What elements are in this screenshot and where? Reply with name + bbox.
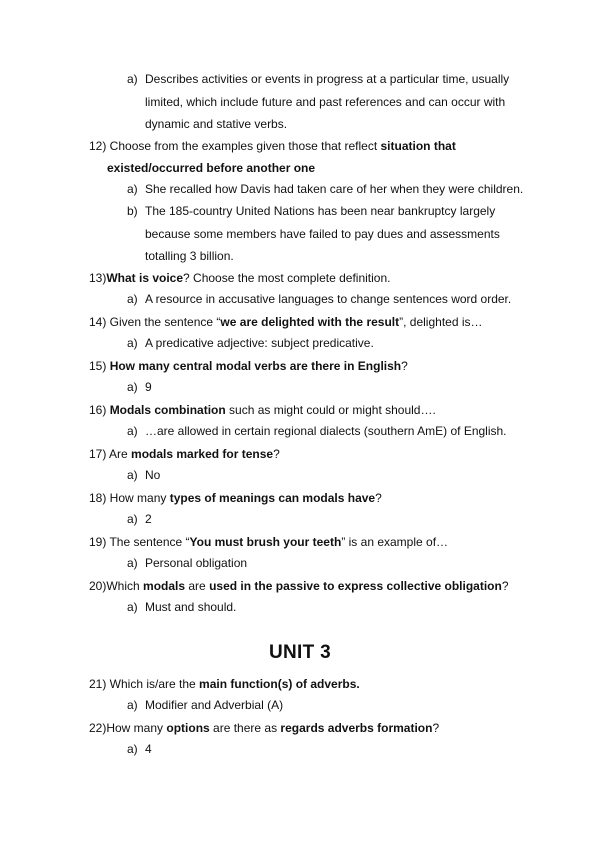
option-text: 2 (145, 512, 152, 526)
question-16: 16) Modals combination such as might could or might should…. (89, 403, 436, 417)
question-17: 17) Are modals marked for tense? (89, 447, 280, 461)
option-text: A resource in accusative languages to change sentences word order. (145, 292, 512, 306)
option-marker: a) (127, 556, 138, 570)
option-text-continued: dynamic and stative verbs. (145, 117, 288, 131)
option-text: Must and should. (145, 600, 237, 614)
option-text-continued: because some members have failed to pay dues and assessments (145, 227, 500, 241)
option-text: Modifier and Adverbial (A) (145, 698, 284, 712)
option-text: A predicative adjective: subject predicative. (145, 336, 374, 350)
option-marker: a) (127, 742, 138, 756)
option-text: No (145, 468, 161, 482)
option-text: Describes activities or events in progress at a particular time, usually (145, 72, 510, 86)
option-marker: a) (127, 336, 138, 350)
option-marker: a) (127, 72, 138, 86)
question-21: 21) Which is/are the main function(s) of adverbs. (89, 677, 360, 691)
option-text-continued: limited, which include future and past references and can occur with (145, 95, 506, 109)
option-marker: a) (127, 600, 138, 614)
question-19: 19) The sentence “You must brush your teeth” is an example of… (89, 535, 449, 549)
option-marker: a) (127, 182, 138, 196)
option-marker: a) (127, 468, 138, 482)
option-marker: a) (127, 698, 138, 712)
option-marker: a) (127, 424, 138, 438)
question-22: 22)How many options are there as regards adverbs formation? (89, 721, 440, 735)
question-20: 20)Which modals are used in the passive to express collective obligation? (89, 579, 509, 593)
option-text: …are allowed in certain regional dialects (southern AmE) of English. (145, 424, 507, 438)
unit-heading: UNIT 3 (269, 642, 331, 663)
question-15: 15) How many central modal verbs are there in English? (89, 359, 408, 373)
option-marker: a) (127, 512, 138, 526)
option-text: 4 (145, 742, 152, 756)
question-14: 14) Given the sentence “we are delighted with the result”, delighted is… (89, 315, 483, 329)
option-text-continued: totalling 3 billion. (145, 249, 234, 263)
question-13: 13)What is voice? Choose the most complete definition. (89, 271, 391, 285)
option-marker: a) (127, 380, 138, 394)
option-marker: a) (127, 292, 138, 306)
option-text: She recalled how Davis had taken care of her when they were children. (145, 182, 524, 196)
question-12-continued: existed/occurred before another one (107, 161, 316, 175)
option-text: Personal obligation (145, 556, 248, 570)
option-text: 9 (145, 380, 152, 394)
question-12: 12) Choose from the examples given those that reflect situation that (89, 139, 456, 153)
question-18: 18) How many types of meanings can modals have? (89, 491, 382, 505)
option-marker: b) (127, 204, 138, 218)
option-text: The 185-country United Nations has been near bankruptcy largely (145, 204, 496, 218)
